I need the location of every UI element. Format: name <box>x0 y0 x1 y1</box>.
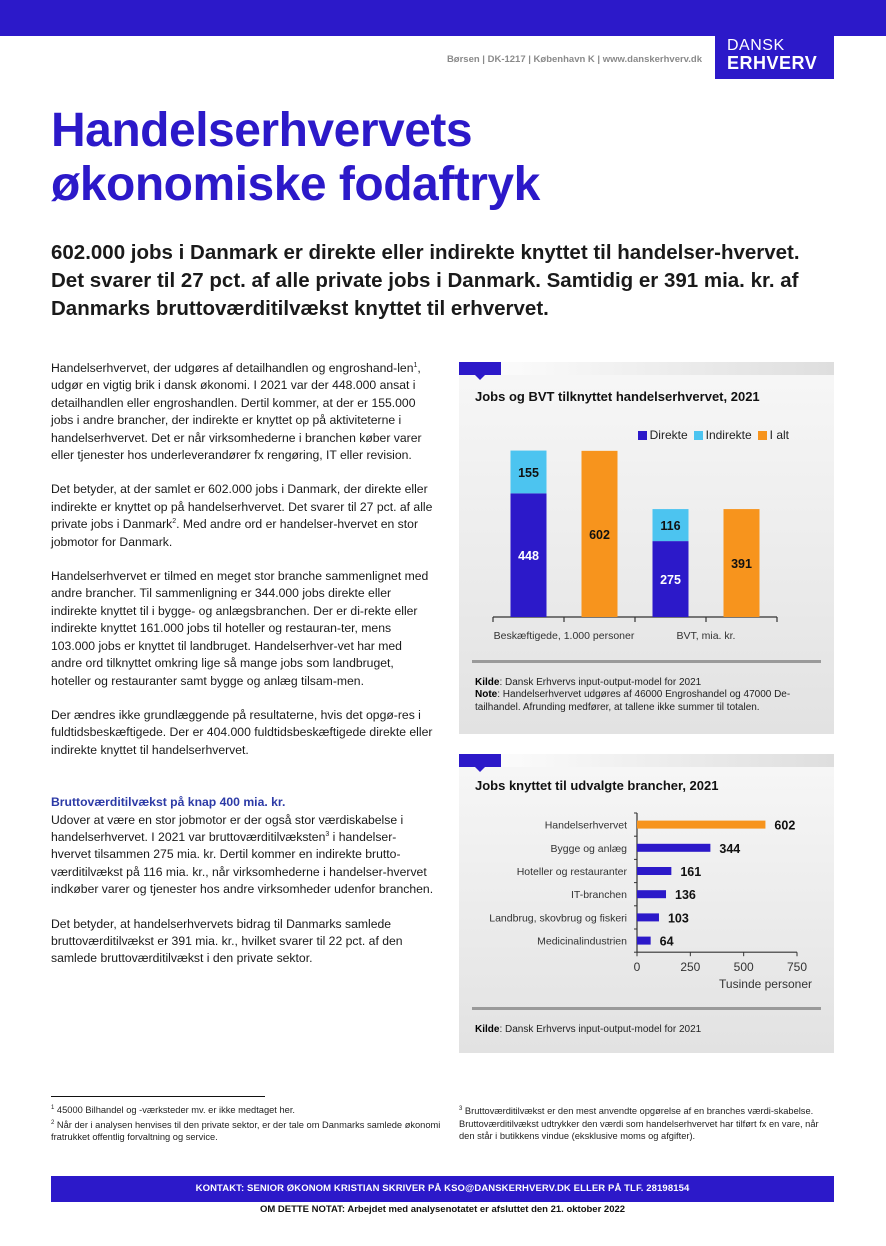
data-label-indirekte: 116 <box>660 519 681 534</box>
footnote-text: 45000 Bilhandel og -værksteder mv. er ikke medtaget her. <box>54 1105 295 1116</box>
data-label-i-alt: 602 <box>589 527 610 542</box>
text: Det betyder, at der samlet er 602.000 jobs i Danmark, der direkte eller indirekte er knyttet op på handelserhvervet. Det svarer til 27 pct. af alle private jobs i Danmark <box>51 482 433 532</box>
title-line-2: økonomiske fodaftryk <box>51 158 540 211</box>
footnote-2 <box>51 1117 441 1144</box>
x-tick-label: 250 <box>680 960 701 975</box>
stacked-bar-chart <box>459 362 834 662</box>
bar <box>637 844 710 852</box>
paragraph-4: Der ændres ikke grundlæggende på resultaterne, hvis det opgø-res i fuldtidsbeskæftigede. Der er 404.000 fuldtidsbeskæftigede direkte eller indirekte knyttet til handelserhvervet. <box>51 707 433 757</box>
data-label-direkte: 275 <box>660 573 681 588</box>
footnote-number: 3 <box>459 1106 463 1112</box>
data-label: 103 <box>667 911 689 926</box>
footnotes-left <box>51 1102 441 1144</box>
chart-title: Jobs knyttet til udvalgte brancher, 2021 <box>475 778 719 793</box>
logo-line-2: ERHVERV <box>727 53 818 73</box>
footnotes-right <box>459 1103 834 1143</box>
footnote-1 <box>51 1102 441 1117</box>
chart-source <box>475 677 815 714</box>
x-tick-label: 750 <box>786 960 808 975</box>
chart-panel-jobs-bvt <box>459 362 834 734</box>
x-axis-label: Tusinde personer <box>719 977 812 992</box>
footnote-ref-3: 3 <box>325 830 330 838</box>
paragraph-2 <box>51 481 436 551</box>
panel-divider <box>472 1007 821 1010</box>
category-label: Bygge og anlæg <box>550 842 627 855</box>
bar <box>637 867 671 875</box>
paragraph-3: Handelserhvervet er tilmed en meget stor branche sammenlignet med andre brancher. Til sammenligning er 344.000 jobs direkte eller indirekte knyttet til i bygge- og anlægsbranchen. Der er di-rekte eller indirekte knyttet 161.000 jobs til hoteller og restauran-ter, mens 103.000 jobs er knyttet til landbruget. Handelserhver-vet har med andre ord tilknyttet omkring lige så mange jobs som landbruget, hoteller og restauranter samt bygge og anlæg tilsam-men. <box>51 569 429 688</box>
text: Handelserhvervet, der udgøres af detailhandlen og engroshand-len <box>51 361 414 375</box>
top-banner <box>0 0 886 36</box>
legend-label: Indirekte <box>705 428 752 442</box>
text: Udover at være en stor jobmotor er der også stor værdiskabelse i handelserhvervet. I 2021 var bruttoværditilvæksten <box>51 812 404 844</box>
source-label: Kilde <box>475 1024 500 1035</box>
footnote-number: 2 <box>51 1119 55 1126</box>
bar <box>637 937 651 945</box>
source-text: : Dansk Erhvervs input-output-model for 2021 <box>499 1024 702 1035</box>
category-label: IT-branchen <box>570 889 627 902</box>
footnote-3 <box>459 1103 834 1143</box>
footnote-ref-1: 1 <box>413 361 418 369</box>
footnote-divider <box>51 1096 265 1097</box>
text: , udgør en vigtig brik i dansk økonomi. I 2021 var der 448.000 ansat i detailhandlen eller engroshandlen. Dertil kommer, at der er 155.000 jobs i andre brancher, der indirekte er knyttet op på aktiviteterne i handelserhvervet. Det er når virksomhederne i branchen køber varer eller tjenester hos underleverandører fx rengøring, IT eller revision. <box>51 361 422 463</box>
panel-divider <box>472 660 821 663</box>
note-label: Note <box>475 689 498 701</box>
bar <box>637 890 666 898</box>
chart-title: Jobs og BVT tilknyttet handelserhvervet, 2021 <box>475 389 760 404</box>
data-label: 602 <box>774 818 796 833</box>
source-label: Kilde <box>475 677 500 688</box>
source-text: : Dansk Erhvervs input-output-model for 2021 <box>499 677 702 688</box>
footnote-number: 1 <box>51 1105 55 1111</box>
footnote-text: Bruttoværditilvækst er den mest anvendte opgørelse af en branches værdi-skabelse. Bruttoværditilvækst udtrykker den værdi som handelserhvervet har tilført fx en vare, når den står i butikkens vindue (eksklusive moms og afgifter). <box>459 1106 819 1142</box>
text: i handelser-hvervet tilsammen 275 mia. kr. Dertil kommer en indirekte brutto-værditilvækst på 116 mia. kr., når virksomhederne i handelser-hvervet indkøber varer og tjenester hos andre virksomheder udenfor branchen. <box>51 829 434 897</box>
bar <box>637 821 765 829</box>
page-title <box>51 104 811 212</box>
footnote-text: Når der i analysen henvises til den private sektor, er der tale om Danmarks samlede økonomi fratrukket offentlig forvaltning og service. <box>51 1119 441 1143</box>
x-tick-label: 0 <box>633 960 641 975</box>
bar <box>637 913 659 921</box>
contact-banner: KONTAKT: SENIOR ØKONOM KRISTIAN SKRIVER PÅ KSO@DANSKERHVERV.DK ELLER PÅ TLF. 28198154 <box>51 1176 834 1202</box>
paragraph-5 <box>51 794 436 898</box>
data-label-indirekte: 155 <box>518 465 539 480</box>
title-line-1: Handelserhvervets <box>51 104 473 157</box>
horizontal-bar-chart <box>459 754 834 1004</box>
about-note: OM DETTE NOTAT: Arbejdet med analysenotatet er afsluttet den 21. oktober 2022 <box>259 1204 626 1215</box>
data-label: 136 <box>675 888 696 903</box>
data-label-i-alt: 391 <box>731 557 752 572</box>
text: . Med andre ord er handelser-hvervet en stor jobmotor for Danmark. <box>51 517 419 549</box>
category-label: Hoteller og restauranter <box>516 866 627 878</box>
data-label-direkte: 448 <box>518 549 539 564</box>
data-label: 64 <box>659 934 674 949</box>
address-line: Børsen | DK-1217 | København K | www.danskerhverv.dk <box>446 54 702 65</box>
category-label: Landbrug, skovbrug og fiskeri <box>489 912 627 925</box>
category-label: Handelserhvervet <box>544 819 627 832</box>
data-label: 161 <box>680 865 702 879</box>
chart-panel-jobs-by-sector <box>459 754 834 1053</box>
legend-label: I alt <box>769 428 789 442</box>
group-label: Beskæftigede, 1.000 personer <box>493 630 635 642</box>
footnote-ref-2: 2 <box>172 518 177 526</box>
group-label: BVT, mia. kr. <box>676 630 736 642</box>
body-text <box>51 360 436 985</box>
x-tick-label: 500 <box>733 960 754 975</box>
logo-line-1: DANSK <box>727 37 785 54</box>
subheading: Bruttoværditilvækst på knap 400 mia. kr. <box>51 795 286 810</box>
lead-paragraph: 602.000 jobs i Danmark er direkte eller indirekte knyttet til handelser-hvervet. Det svarer til 27 pct. af alle private jobs i Danmark. Samtidig er 391 mia. kr. af Danmarks bruttoværditilvækst knyttet til erhvervet. <box>51 241 800 320</box>
chart-source <box>475 1024 815 1036</box>
paragraph-1 <box>51 360 436 464</box>
paragraph-6: Det betyder, at handelserhvervets bidrag til Danmarks samlede bruttoværditilvækst er 391 mia. kr., hvilket svarer til 22 pct. af den samlede bruttoværditilvækst i den private sektor. <box>51 916 403 966</box>
category-label: Medicinalindustrien <box>537 935 627 948</box>
data-label: 344 <box>719 841 741 856</box>
legend-label: Direkte <box>649 428 688 442</box>
note-text: : Handelserhvervet udgøres af 46000 Engroshandel og 47000 De-tailhandel. Afrunding medfører, at tallene ikke summer til totalen. <box>475 689 791 713</box>
dansk-erhverv-logo <box>715 36 834 79</box>
